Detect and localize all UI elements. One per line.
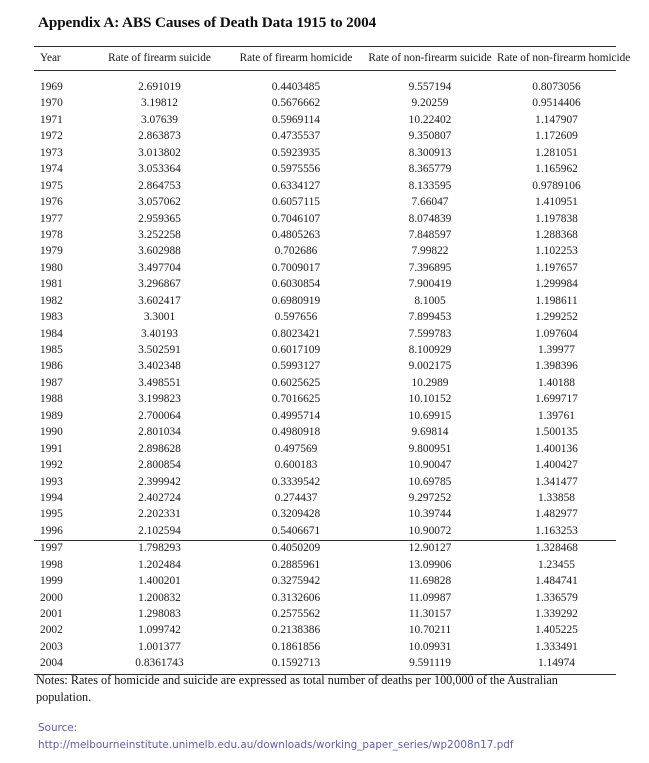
source-block: [38, 720, 618, 753]
table-row: [34, 326, 616, 342]
table-row: [34, 375, 616, 391]
cell-value: 10.10152: [408, 393, 452, 406]
column-header-non-firearm-homicide: Rate of non-firearm homicide: [497, 47, 616, 71]
cell-value: 0.1592713: [229, 656, 363, 674]
cell-value: 2.864753: [138, 179, 181, 192]
cell-value: 11.09987: [408, 591, 452, 604]
table-body: [34, 71, 616, 675]
table-row: [34, 310, 616, 326]
cell-value: 0.3132606: [271, 591, 321, 604]
cell-value: 0.8023421: [271, 327, 321, 340]
source-label: Source:: [38, 722, 78, 734]
cell-value: 1.339292: [535, 608, 578, 620]
abs-data-table-container: [34, 46, 631, 675]
cell-value: 2.691019: [138, 81, 181, 93]
abs-data-table: [34, 46, 631, 675]
cell-value: 3.40193: [140, 327, 179, 340]
cell-value: 9.69814: [411, 426, 449, 439]
cell-value: 7.848597: [408, 228, 452, 241]
cell-value: 9.20259: [411, 97, 449, 110]
cell-value: 10.2989: [411, 376, 449, 389]
cell-value: 1.398396: [535, 360, 578, 373]
cell-value: 1.699717: [535, 393, 578, 406]
cell-value: 0.8361743: [90, 656, 229, 674]
cell-year: 1984: [40, 327, 63, 340]
cell-value: 1.102253: [535, 245, 578, 258]
cell-value: 0.4980918: [271, 426, 321, 439]
table-row: [34, 244, 616, 260]
cell-year: 1982: [40, 294, 63, 307]
cell-value: 3.497704: [138, 261, 181, 274]
table-row: [34, 606, 616, 622]
cell-value: 0.7016625: [271, 393, 321, 406]
cell-value: 0.2885961: [271, 558, 321, 571]
cell-value: 3.07639: [140, 113, 179, 126]
cell-year: 1977: [40, 212, 63, 225]
cell-value: 1.23455: [537, 558, 576, 571]
cell-value: 1.172609: [535, 130, 578, 143]
cell-year: 2004: [34, 656, 90, 674]
notes-text: Notes: Rates of homicide and suicide are expressed as total number of deaths per 100,000 of the Australian population.: [36, 673, 558, 704]
cell-value: 0.600183: [274, 459, 318, 472]
cell-year: 1979: [40, 245, 63, 258]
cell-value: 2.700064: [138, 409, 181, 422]
cell-year: 1989: [40, 409, 63, 422]
cell-value: 8.074839: [408, 212, 452, 225]
cell-value: 1.328468: [535, 542, 578, 555]
cell-value: 1.147907: [535, 113, 578, 126]
table-row: [34, 392, 616, 408]
cell-value: 9.557194: [408, 81, 452, 93]
cell-value: 8.1005: [414, 294, 446, 307]
table-row: [34, 557, 616, 573]
cell-year: 1974: [40, 163, 63, 176]
column-header-year: Year: [34, 47, 90, 71]
cell-value: 1.400427: [535, 459, 578, 472]
cell-value: 2.801034: [138, 426, 181, 439]
cell-value: 1.400136: [535, 442, 578, 455]
table-row: [34, 490, 616, 506]
cell-value: 1.333491: [535, 640, 578, 653]
cell-value: 1.14974: [497, 656, 616, 674]
table-row: [34, 540, 616, 557]
cell-value: 1.798293: [138, 542, 181, 555]
cell-value: 0.9514406: [532, 97, 581, 110]
cell-value: 1.198611: [535, 294, 578, 307]
table-row: [34, 425, 616, 441]
cell-value: 0.4403485: [271, 81, 321, 93]
cell-year: 1988: [40, 393, 63, 406]
cell-value: 0.2138386: [271, 624, 321, 637]
cell-value: 3.296867: [138, 278, 181, 291]
column-header-non-firearm-suicide: Rate of non-firearm suicide: [363, 47, 497, 71]
cell-value: 12.90127: [408, 542, 452, 555]
cell-value: 1.341477: [535, 475, 578, 488]
cell-year: 1994: [40, 491, 63, 504]
table-row: [34, 145, 616, 161]
table-row: [34, 590, 616, 606]
cell-value: 10.90047: [408, 459, 452, 472]
cell-value: 1.197838: [535, 212, 578, 225]
cell-value: 3.3001: [143, 311, 176, 324]
cell-value: 0.2575562: [271, 608, 321, 620]
cell-value: 0.5975556: [271, 163, 321, 176]
cell-value: 0.3209428: [271, 508, 321, 521]
cell-year: 1999: [40, 575, 63, 588]
cell-year: 1975: [40, 179, 63, 192]
table-row: [34, 474, 616, 490]
cell-value: 10.90072: [363, 523, 497, 540]
cell-value: 0.7046107: [271, 212, 321, 225]
cell-value: 1.500135: [535, 426, 578, 439]
cell-value: 1.33858: [537, 491, 576, 504]
cell-value: 8.365779: [408, 163, 452, 176]
cell-value: 3.498551: [138, 376, 181, 389]
cell-value: 1.336579: [535, 591, 578, 604]
cell-value: 1.165962: [535, 163, 578, 176]
cell-value: 8.300913: [408, 146, 452, 159]
table-row: [34, 523, 616, 540]
cell-value: 2.898628: [138, 442, 181, 455]
cell-value: 3.602417: [138, 294, 181, 307]
table-row: [34, 623, 616, 639]
cell-value: 0.5923935: [271, 146, 321, 159]
cell-value: 7.899453: [408, 311, 452, 324]
cell-value: 1.410951: [535, 196, 578, 209]
table-row: [34, 96, 616, 112]
cell-value: 3.057062: [138, 196, 181, 209]
cell-value: 1.39977: [537, 344, 576, 356]
table-row: [34, 441, 616, 457]
cell-value: 9.297252: [408, 491, 452, 504]
table-row: [34, 178, 616, 194]
cell-value: 11.69828: [408, 575, 452, 588]
cell-year: 1992: [40, 459, 63, 472]
cell-value: 2.102594: [90, 523, 229, 540]
cell-value: 0.497569: [274, 442, 318, 455]
cell-value: 9.002175: [408, 360, 452, 373]
column-header-firearm-homicide: Rate of firearm homicide: [229, 47, 363, 71]
cell-year: 1981: [40, 278, 63, 291]
cell-value: 0.5676662: [271, 97, 321, 110]
table-row: [34, 195, 616, 211]
cell-value: 1.097604: [535, 327, 578, 340]
table-row: [34, 574, 616, 590]
cell-value: 10.39744: [408, 508, 452, 521]
cell-value: 1.299984: [535, 278, 578, 291]
cell-value: 3.252258: [138, 228, 181, 241]
cell-value: 1.281051: [535, 146, 578, 159]
cell-value: 1.202484: [138, 558, 181, 571]
cell-value: 0.4805263: [271, 228, 321, 241]
cell-value: 0.6017109: [271, 344, 321, 356]
cell-value: 13.09906: [408, 558, 452, 571]
cell-value: 10.69785: [408, 475, 452, 488]
cell-value: 2.202331: [138, 508, 181, 521]
cell-year: 1990: [40, 426, 63, 439]
cell-year: 1996: [34, 523, 90, 540]
cell-value: 1.200832: [138, 591, 181, 604]
cell-year: 1983: [40, 311, 63, 324]
cell-value: 0.5993127: [271, 360, 321, 373]
cell-value: 3.199823: [138, 393, 181, 406]
cell-value: 9.350807: [408, 130, 452, 143]
cell-value: 7.66047: [411, 196, 449, 209]
cell-value: 0.9789106: [532, 179, 581, 192]
table-row: [34, 260, 616, 276]
cell-value: 10.70211: [408, 624, 452, 637]
cell-value: 1.099742: [138, 624, 181, 637]
table-row: [34, 227, 616, 243]
table-header-row: [34, 47, 616, 71]
cell-year: 1980: [40, 261, 63, 274]
cell-value: 0.8073056: [532, 81, 581, 93]
cell-value: 8.100929: [408, 344, 452, 356]
cell-value: 0.3275942: [271, 575, 321, 588]
cell-value: 0.6030854: [271, 278, 321, 291]
cell-value: 1.482977: [535, 508, 578, 521]
cell-year: 2001: [40, 608, 63, 620]
cell-value: 1.288368: [535, 228, 578, 241]
cell-year: 1991: [40, 442, 63, 455]
cell-value: 7.599783: [408, 327, 452, 340]
cell-value: 0.3339542: [271, 475, 321, 488]
cell-value: 9.591119: [363, 656, 497, 674]
cell-year: 1995: [40, 508, 63, 521]
cell-value: 7.396895: [408, 261, 452, 274]
cell-value: 11.30157: [408, 608, 452, 620]
cell-value: 1.405225: [535, 624, 578, 637]
column-header-firearm-suicide: Rate of firearm suicide: [90, 47, 229, 71]
cell-value: 0.4995714: [271, 409, 321, 422]
cell-value: 3.053364: [138, 163, 181, 176]
cell-value: 3.502591: [138, 344, 181, 356]
cell-year: 1986: [40, 360, 63, 373]
cell-value: 1.163253: [497, 523, 616, 540]
table-row: [34, 458, 616, 474]
table-row: [34, 129, 616, 145]
cell-value: 1.484741: [535, 575, 578, 588]
table-row: [34, 211, 616, 227]
cell-value: 0.4735537: [271, 130, 321, 143]
cell-value: 0.6334127: [271, 179, 321, 192]
cell-value: 10.09931: [408, 640, 452, 653]
source-url-link[interactable]: http://melbourneinstitute.unimelb.edu.au/downloads/working_paper_series/wp2008n17.pdf: [38, 738, 514, 751]
table-row: [34, 342, 616, 358]
cell-value: 1.001377: [138, 640, 181, 653]
table-row: [34, 162, 616, 178]
cell-year: 1969: [40, 81, 63, 93]
cell-value: 1.39761: [537, 409, 576, 422]
cell-value: 0.6057115: [272, 196, 320, 209]
table-row: [34, 408, 616, 424]
cell-value: 0.7009017: [271, 261, 321, 274]
cell-value: 0.1861856: [271, 640, 321, 653]
cell-year: 1987: [40, 376, 63, 389]
cell-year: 2002: [40, 624, 63, 637]
cell-value: 3.602988: [138, 245, 181, 258]
table-row: [34, 71, 616, 96]
table-row: [34, 277, 616, 293]
cell-year: 1985: [40, 344, 63, 356]
cell-year: 1972: [40, 130, 63, 143]
cell-value: 1.40188: [537, 376, 576, 389]
cell-value: 2.800854: [138, 459, 181, 472]
cell-year: 1993: [40, 475, 63, 488]
cell-value: 10.69915: [408, 409, 452, 422]
cell-value: 0.6025625: [271, 376, 321, 389]
cell-value: 2.402724: [138, 491, 181, 504]
cell-value: 1.299252: [535, 311, 578, 324]
cell-value: 1.197657: [535, 261, 578, 274]
cell-value: 0.702686: [274, 245, 318, 258]
table-row: [34, 293, 616, 309]
cell-value: 9.800951: [408, 442, 452, 455]
cell-value: 0.597656: [274, 311, 318, 324]
table-row: [34, 507, 616, 523]
cell-value: 2.959365: [138, 212, 181, 225]
cell-value: 0.5406671: [229, 523, 363, 540]
cell-value: 0.274437: [274, 491, 318, 504]
cell-year: 1997: [40, 542, 63, 555]
cell-value: 3.19812: [140, 97, 179, 110]
cell-value: 3.013802: [138, 146, 181, 159]
cell-year: 1973: [40, 146, 63, 159]
cell-value: 1.298083: [138, 608, 181, 620]
cell-value: 1.400201: [138, 575, 181, 588]
cell-value: 7.900419: [408, 278, 452, 291]
cell-value: 10.22402: [408, 113, 452, 126]
table-row: [34, 639, 616, 655]
table-row: [34, 112, 616, 128]
page-title: Appendix A: ABS Causes of Death Data 1915 to 2004: [38, 14, 377, 31]
cell-year: 1978: [40, 228, 63, 241]
cell-value: 0.6980919: [271, 294, 321, 307]
cell-year: 1998: [40, 558, 63, 571]
table-row: [34, 359, 616, 375]
cell-year: 2003: [40, 640, 63, 653]
cell-value: 2.863873: [138, 130, 181, 143]
cell-year: 1976: [40, 196, 63, 209]
cell-value: 0.5969114: [272, 113, 320, 126]
cell-value: 0.4050209: [271, 542, 321, 555]
cell-value: 8.133595: [408, 179, 452, 192]
cell-value: 2.399942: [138, 475, 181, 488]
cell-value: 7.99822: [411, 245, 449, 258]
cell-value: 3.402348: [138, 360, 181, 373]
table-header: [34, 47, 631, 71]
cell-year: 1971: [40, 113, 63, 126]
cell-year: 1970: [40, 97, 63, 110]
cell-year: 2000: [40, 591, 63, 604]
